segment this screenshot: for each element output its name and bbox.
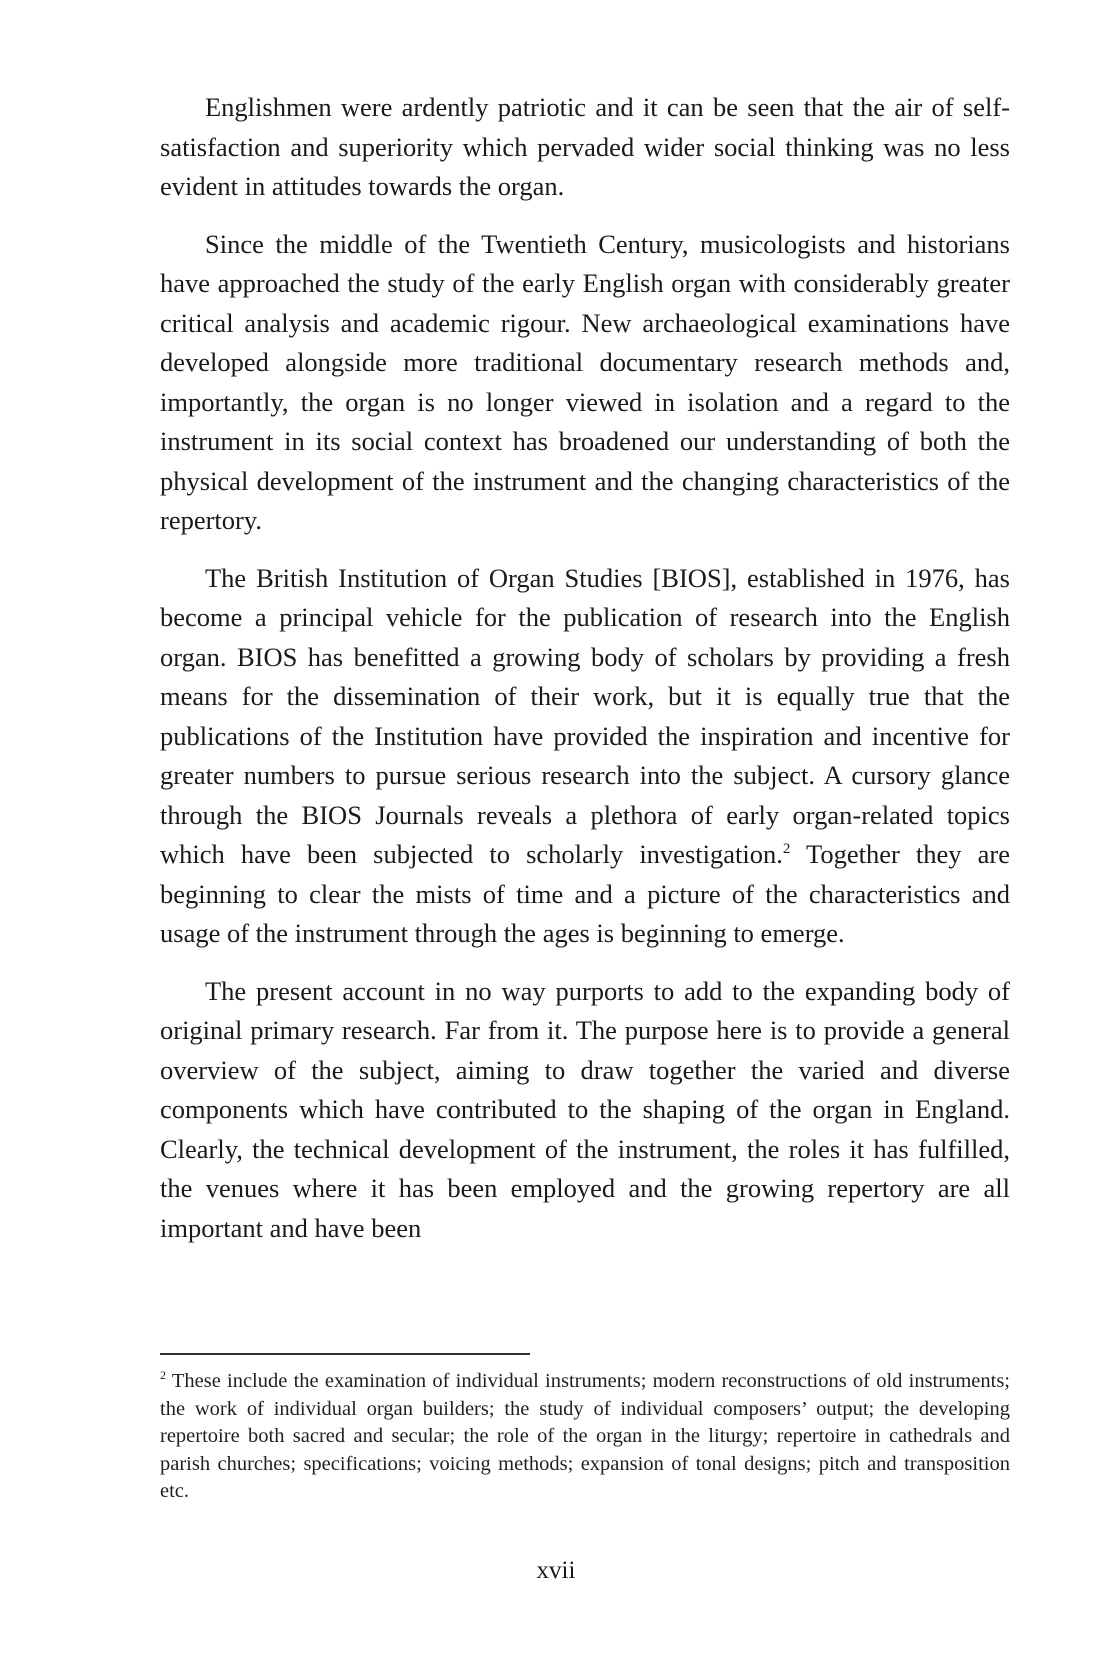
paragraph-bios-text-before: The British Institution of Organ Studies [BIOS], established in 1976, has become a principal vehicle for the publication of research into the English organ. BIOS has benefitted a growing body of scholars by providing a fresh means for the dissemination of their work, but it is equally true that the publications of the Institution have provided the inspiration and incentive for greater numbers to pursue serious research into the subject. A cursory glance through the BIOS Journals reveals a plethora of early organ-related topics which have been subjected to scholarly investigation. xyxy=(160,562,1010,869)
footnote-reference[interactable]: 2 xyxy=(782,841,791,858)
paragraph-present-account: The present account in no way purports to add to the expanding body of original primary research. Far from it. The purpose here is to provide a general overview of the subject, aiming to draw together the varied and diverse components which have contributed to the shaping of the organ in England. Clearly, the technical development of the instrument, the roles it has fulfilled, the venues where it has been employed and the growing repertory are all important and have been xyxy=(160,975,1010,1243)
paragraph-bios-text-after: Together they are beginning to clear the mists of time and a picture of the characteristics and usage of the instrument through the ages is beginning to emerge. xyxy=(160,839,1010,948)
footnote-text: These include the examination of individual instruments; modern reconstructions of old instruments; the work of individual organ builders; the study of individual composers’ output; the developing repertoire both sacred and secular; the role of the organ in the liturgy; repertoire in cathedrals and parish churches; specifications; voicing methods; expansion of tonal designs; pitch and transposition etc. xyxy=(160,1370,1010,1502)
paragraph-twentieth-century: Since the middle of the Twentieth Century, musicologists and historians have approached the study of the early English organ with considerably greater critical analysis and academic rigour. New archaeological examinations have developed alongside more traditional documentary research methods and, importantly, the organ is no longer viewed in isolation and a regard to the instrument in its social context has broadened our understanding of both the physical development of the instrument and the changing characteristics of the repertory. xyxy=(160,228,1010,535)
footnote-divider xyxy=(160,1353,530,1355)
footnote-marker: 2 xyxy=(160,1368,166,1383)
paragraph-bios xyxy=(160,559,1010,954)
page-body xyxy=(160,88,1010,1266)
page-number: xvii xyxy=(536,1557,576,1584)
paragraph-patriotism: Englishmen were ardently patriotic and it can be seen that the air of self-satisfaction and superiority which pervaded wider social thinking was no less evident in attitudes towards the organ. xyxy=(160,92,1010,201)
footnote xyxy=(160,1368,1010,1506)
